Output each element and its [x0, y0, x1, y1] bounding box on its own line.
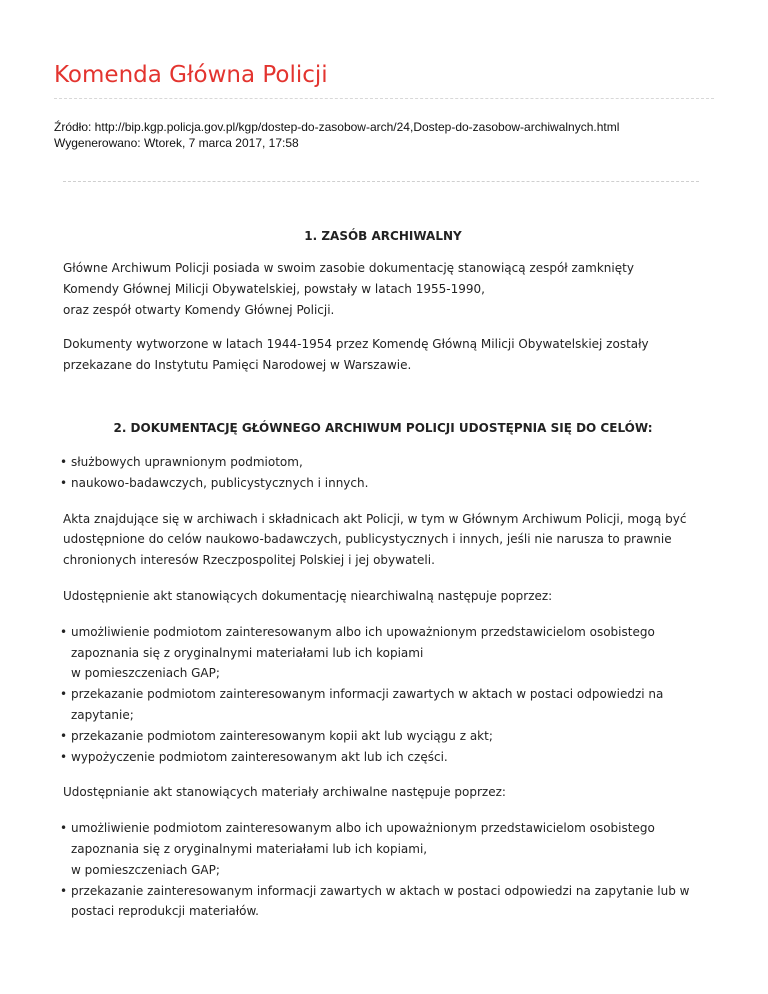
text-line: Akta znajdujące się w archiwach i składnicach akt Policji, w tym w Głównym Archiwum Policji, mogą być	[63, 511, 687, 526]
bullet-icon: •	[60, 687, 68, 702]
list-item	[60, 726, 703, 747]
bullet-icon: •	[60, 475, 68, 490]
purposes-list	[60, 452, 703, 494]
list-item-text: w pomieszczeniach GAP;	[71, 666, 220, 681]
text-line: Komendy Głównej Milicji Obywatelskiej, powstały w latach 1955-1990,	[63, 281, 485, 296]
nonarchival-intro: Udostępnienie akt stanowiących dokumentację niearchiwalną następuje poprzez:	[63, 588, 553, 603]
archival-intro: Udostępnianie akt stanowiących materiały archiwalne następuje poprzez:	[63, 785, 506, 800]
text-line: chronionych interesów Rzeczpospolitej Polskiej i jej obywateli.	[63, 553, 435, 568]
section-1-heading: 1. ZASÓB ARCHIWALNY	[304, 229, 462, 243]
list-item-text: umożliwienie podmiotom zainteresowanym albo ich upoważnionym przedstawicielom osobistego	[71, 624, 655, 639]
access-paragraph	[63, 509, 703, 571]
list-item	[60, 684, 703, 726]
list-item-text: służbowych uprawnionym podmiotom,	[71, 454, 303, 469]
list-item-text: przekazanie podmiotom zainteresowanym kopii akt lub wyciągu z akt;	[71, 728, 493, 743]
bullet-icon: •	[60, 749, 68, 764]
section-1-paragraph-transfer	[63, 334, 703, 376]
list-item	[60, 622, 703, 684]
text-line: Główne Archiwum Policji posiada w swoim zasobie dokumentację stanowiącą zespół zamknięty	[63, 261, 634, 275]
section-2-heading: 2. DOKUMENTACJĘ GŁÓWNEGO ARCHIWUM POLICJI UDOSTĘPNIA SIĘ DO CELÓW:	[113, 420, 653, 435]
list-item-text: w pomieszczeniach GAP;	[71, 862, 220, 877]
header-divider	[54, 98, 714, 99]
source-line: Źródło: http://bip.kgp.policja.gov.pl/kgp/dostep-do-zasobow-arch/24,Dostep-do-zasobow-archiwalnych.html	[54, 120, 620, 134]
text-line: przekazane do Instytutu Pamięci Narodowej w Warszawie.	[63, 358, 412, 373]
generated-line: Wygenerowano: Wtorek, 7 marca 2017, 17:58	[54, 136, 299, 150]
list-item	[60, 747, 703, 768]
list-item-text: przekazanie podmiotom zainteresowanym informacji zawartych w aktach w postaci odpowiedzi na	[71, 687, 664, 702]
list-item	[60, 473, 703, 494]
bullet-icon: •	[60, 624, 68, 639]
list-item-text: wypożyczenie podmiotom zainteresowanym akt lub ich części.	[71, 749, 448, 764]
list-item-text: naukowo-badawczych, publicystycznych i innych.	[71, 475, 369, 490]
nonarchival-list	[60, 622, 703, 768]
list-item	[60, 452, 703, 473]
bullet-icon: •	[60, 883, 68, 898]
list-item-text: zapoznania się z oryginalnymi materiałami lub ich kopiami,	[71, 841, 428, 856]
bullet-icon: •	[60, 821, 68, 836]
article-content	[60, 224, 703, 922]
site-title: Komenda Główna Policji	[54, 62, 328, 88]
archival-list	[60, 818, 703, 922]
list-item-text: postaci reprodukcji materiałów.	[71, 904, 259, 919]
text-line: Dokumenty wytworzone w latach 1944-1954 przez Komendę Główną Milicji Obywatelskiej zostały	[63, 337, 649, 352]
list-item-text: przekazanie zainteresowanym informacji zawartych w aktach w postaci odpowiedzi na zapytanie lub w	[71, 883, 690, 898]
section-1-paragraph-holdings	[63, 258, 703, 320]
list-item-text: zapytanie;	[71, 707, 134, 722]
text-line: udostępnione do celów naukowo-badawczych, publicystycznych i innych, jeśli nie narusza to prawnie	[63, 532, 672, 547]
document-meta	[54, 119, 619, 151]
text-line: oraz zespół otwarty Komendy Głównej Policji.	[63, 302, 335, 317]
list-item	[60, 818, 703, 880]
bullet-icon: •	[60, 728, 68, 743]
list-item	[60, 881, 703, 923]
content-divider	[63, 181, 699, 182]
list-item-text: umożliwienie podmiotom zainteresowanym albo ich upoważnionym przedstawicielom osobistego	[71, 821, 655, 836]
list-item-text: zapoznania się z oryginalnymi materiałami lub ich kopiami	[71, 645, 424, 660]
bullet-icon: •	[60, 454, 68, 469]
